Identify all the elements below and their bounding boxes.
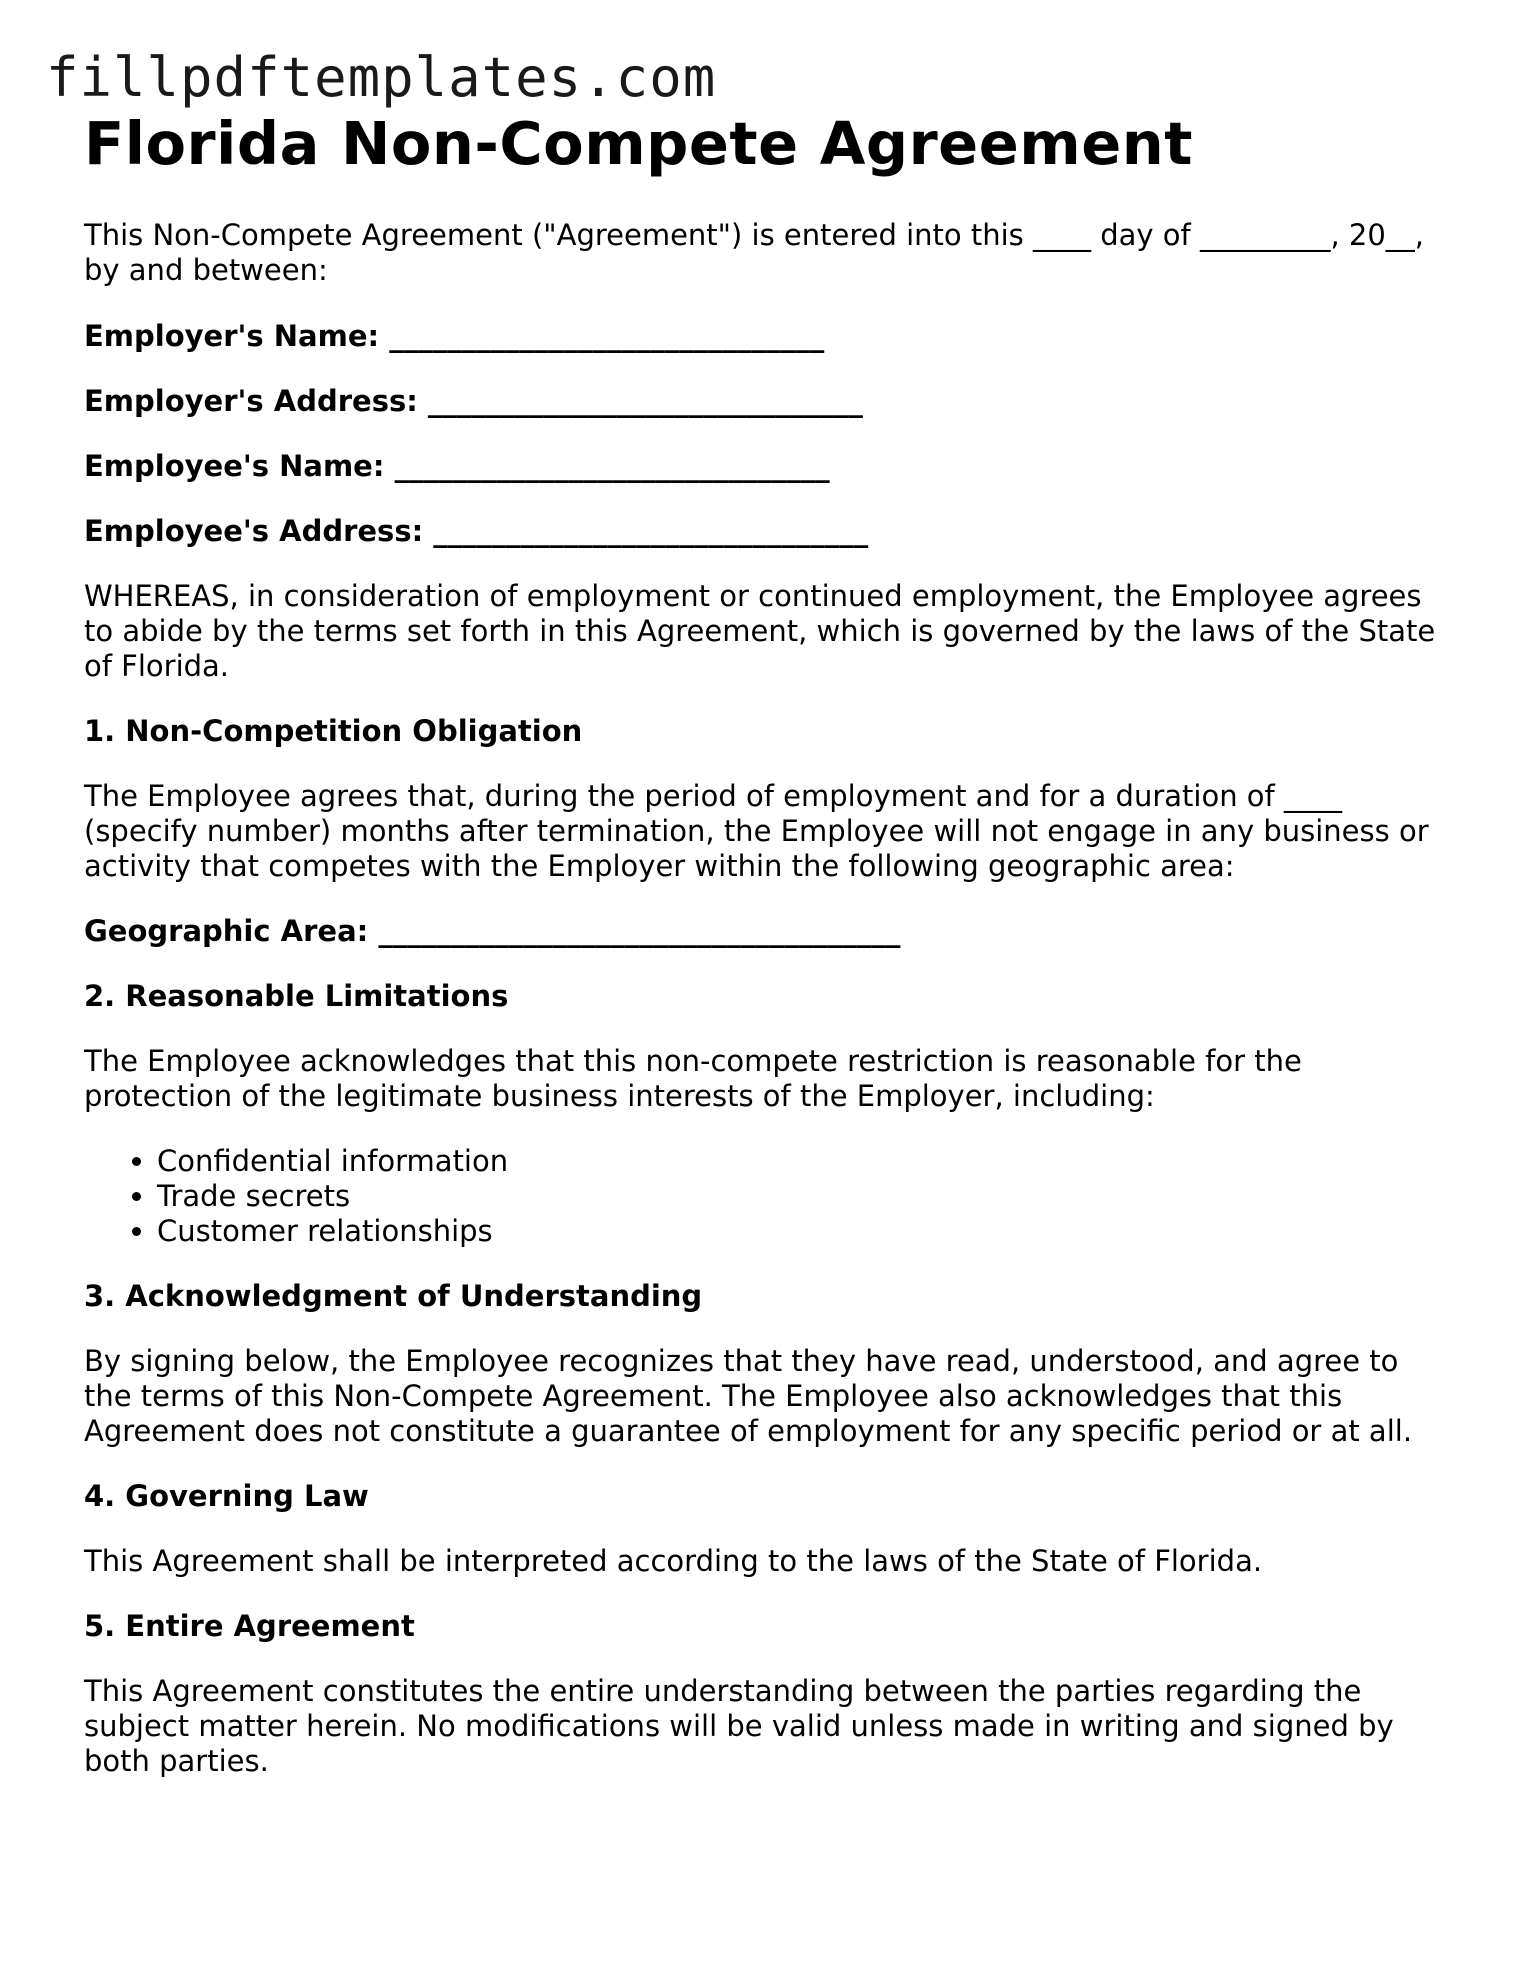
whereas-paragraph: WHEREAS, in consideration of employment or continued employment, the Employee agrees to abide by the terms set forth in this Agreement, which is governed by the laws of the State of Florida. [84, 579, 1436, 683]
list-item: • Trade secrets [157, 1179, 1444, 1214]
section-heading-reasonable-limitations: 2. Reasonable Limitations [84, 979, 509, 1013]
employer-name-label: Employer's Name: [84, 319, 380, 353]
employer-address-blank: ______________________________ [427, 384, 863, 418]
document [84, 108, 1444, 1779]
employee-address-blank: ______________________________ [433, 514, 869, 548]
geographic-area-field [84, 914, 1444, 949]
list-item: • Confidential information [157, 1144, 1444, 1179]
section-heading-acknowledgment: 3. Acknowledgment of Understanding [84, 1279, 703, 1313]
employee-name-blank: ______________________________ [394, 449, 830, 483]
employer-name-blank: ______________________________ [389, 319, 825, 353]
section-heading-non-competition: 1. Non-Competition Obligation [84, 714, 583, 748]
section-body-entire-agreement: This Agreement constitutes the entire understanding between the parties regarding the subject matter herein. No modifications will be valid unless made in writing and signed by both parties. [84, 1674, 1394, 1778]
list-item: • Customer relationships [157, 1214, 1444, 1249]
geographic-area-blank: ____________________________________ [378, 914, 901, 948]
section-body-acknowledgment: By signing below, the Employee recognizes that they have read, understood, and agree to the terms of this Non-Compete Agreement. The Employee also acknowledges that this Agreement does not constitute a guarantee of employment for any specific period or at all. [84, 1344, 1413, 1448]
employee-name-field [84, 449, 1444, 484]
employee-name-label: Employee's Name: [84, 449, 385, 483]
page-title: Florida Non-Compete Agreement [84, 109, 1193, 178]
watermark: fillpdftemplates.com [46, 46, 717, 109]
employee-address-label: Employee's Address: [84, 514, 424, 548]
section-heading-entire-agreement: 5. Entire Agreement [84, 1609, 415, 1643]
employer-address-field [84, 384, 1444, 419]
interests-list [84, 1144, 1444, 1249]
intro-paragraph: This Non-Compete Agreement ("Agreement") is entered into this ____ day of _________, 20__, by and between: [84, 218, 1425, 287]
employer-name-field [84, 319, 1444, 354]
geographic-area-label: Geographic Area: [84, 914, 369, 948]
employee-address-field [84, 514, 1444, 549]
employer-address-label: Employer's Address: [84, 384, 418, 418]
section-body-reasonable-limitations: The Employee acknowledges that this non-compete restriction is reasonable for the protection of the legitimate business interests of the Employer, including: [84, 1044, 1302, 1113]
section-body-non-competition: The Employee agrees that, during the period of employment and for a duration of ____ (specify number) months after termination, the Employee will not engage in any business or activity that competes with the Employer within the following geographic area: [84, 779, 1429, 883]
section-body-governing-law: This Agreement shall be interpreted according to the laws of the State of Florida. [84, 1544, 1263, 1578]
section-heading-governing-law: 4. Governing Law [84, 1479, 369, 1513]
